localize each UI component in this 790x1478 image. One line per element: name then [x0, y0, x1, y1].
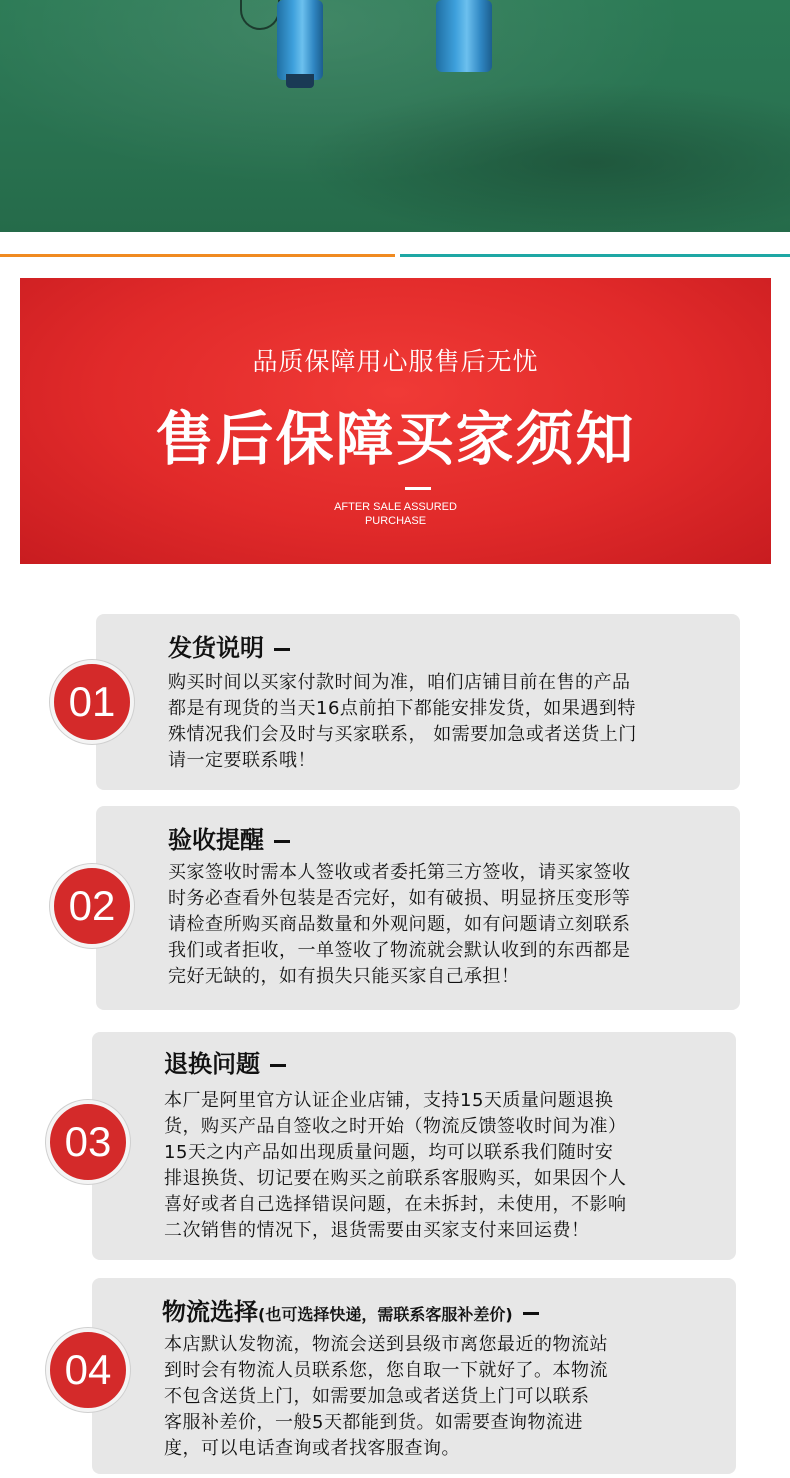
body-line: 不包含送货上门，如需要加急或者送货上门可以联系	[164, 1386, 590, 1407]
section-heading-text: 验收提醒	[168, 826, 264, 854]
body-line: 请检查所购买商品数量和外观问题，如有问题请立刻联系	[168, 914, 631, 935]
body-line: 排退换货、切记要在购买之前联系客服购买，如果因个人	[164, 1168, 627, 1189]
number-badge-03: 03	[46, 1100, 130, 1184]
divider-teal	[400, 254, 790, 257]
body-line: 购买时间以买家付款时间为准，咱们店铺目前在售的产品	[168, 672, 631, 693]
divider-orange	[0, 254, 395, 257]
photo-pump-left	[277, 0, 323, 80]
photo-pump-right	[436, 0, 492, 72]
number-badge-01: 01	[50, 660, 134, 744]
body-line: 本厂是阿里官方认证企业店铺，支持15天质量问题退换	[164, 1090, 614, 1111]
section-heading	[168, 628, 290, 663]
body-line: 货，购买产品自签收之时开始（物流反馈签收时间为准）	[164, 1116, 627, 1137]
body-line: 请一定要联系哦！	[168, 750, 316, 771]
number-badge-04: 04	[46, 1328, 130, 1412]
number-badge-02: 02	[50, 864, 134, 948]
banner-english	[20, 500, 771, 528]
section-heading	[164, 1044, 286, 1079]
section-card-returns	[92, 1032, 736, 1260]
body-line: 本店默认发物流，物流会送到县级市离您最近的物流站	[164, 1334, 608, 1355]
section-body	[168, 860, 631, 990]
photo-floor	[0, 0, 790, 232]
section-card-inspection	[96, 806, 740, 1010]
banner-subtitle: 品质保障用心服售后无忧	[252, 347, 539, 376]
body-line: 二次销售的情况下，退货需要由买家支付来回运费！	[164, 1220, 590, 1241]
photo-pump-tip	[286, 74, 314, 88]
heading-dash	[274, 648, 290, 651]
heading-dash	[270, 1064, 286, 1067]
body-line: 15天之内产品如出现质量问题，均可以联系我们随时安	[164, 1142, 614, 1163]
body-line: 到时会有物流人员联系您，您自取一下就好了。本物流	[164, 1360, 608, 1381]
section-card-logistics	[92, 1278, 736, 1474]
section-body	[164, 1332, 608, 1462]
section-body	[168, 670, 637, 774]
banner-dash	[405, 487, 431, 490]
body-line: 客服补差价，一般5天都能到货。如需要查询物流进	[164, 1412, 583, 1433]
section-heading-text: 物流选择	[162, 1298, 258, 1326]
body-line: 完好无缺的，如有损失只能买家自己承担！	[168, 966, 520, 987]
body-line: 都是有现货的当天16点前拍下都能安排发货，如果遇到特	[168, 698, 636, 719]
section-heading-note: (也可选择快递，需联系客服补差价)	[258, 1305, 513, 1324]
body-line: 度，可以电话查询或者找客服查询。	[164, 1438, 460, 1459]
after-sale-banner	[20, 278, 771, 564]
section-body	[164, 1088, 627, 1244]
section-heading-text: 发货说明	[168, 634, 264, 662]
banner-english-line1: AFTER SALE ASSURED	[334, 501, 457, 513]
section-heading-text: 退换问题	[164, 1050, 260, 1078]
body-line: 时务必查看外包装是否完好，如有破损、明显挤压变形等	[168, 888, 631, 909]
body-line: 我们或者拒收，一单签收了物流就会默认收到的东西都是	[168, 940, 631, 961]
body-line: 买家签收时需本人签收或者委托第三方签收，请买家签收	[168, 862, 631, 883]
body-line: 喜好或者自己选择错误问题，在未拆封，未使用，不影响	[164, 1194, 627, 1215]
banner-english-line2: PURCHASE	[364, 515, 427, 527]
product-photo	[0, 0, 790, 232]
heading-dash	[523, 1312, 539, 1315]
body-line: 殊情况我们会及时与买家联系， 如需要加急或者送货上门	[168, 724, 637, 745]
heading-dash	[274, 840, 290, 843]
section-card-shipping	[96, 614, 740, 790]
banner-title: 售后保障买家须知	[155, 405, 636, 473]
section-heading	[162, 1292, 539, 1327]
section-heading	[168, 820, 290, 855]
